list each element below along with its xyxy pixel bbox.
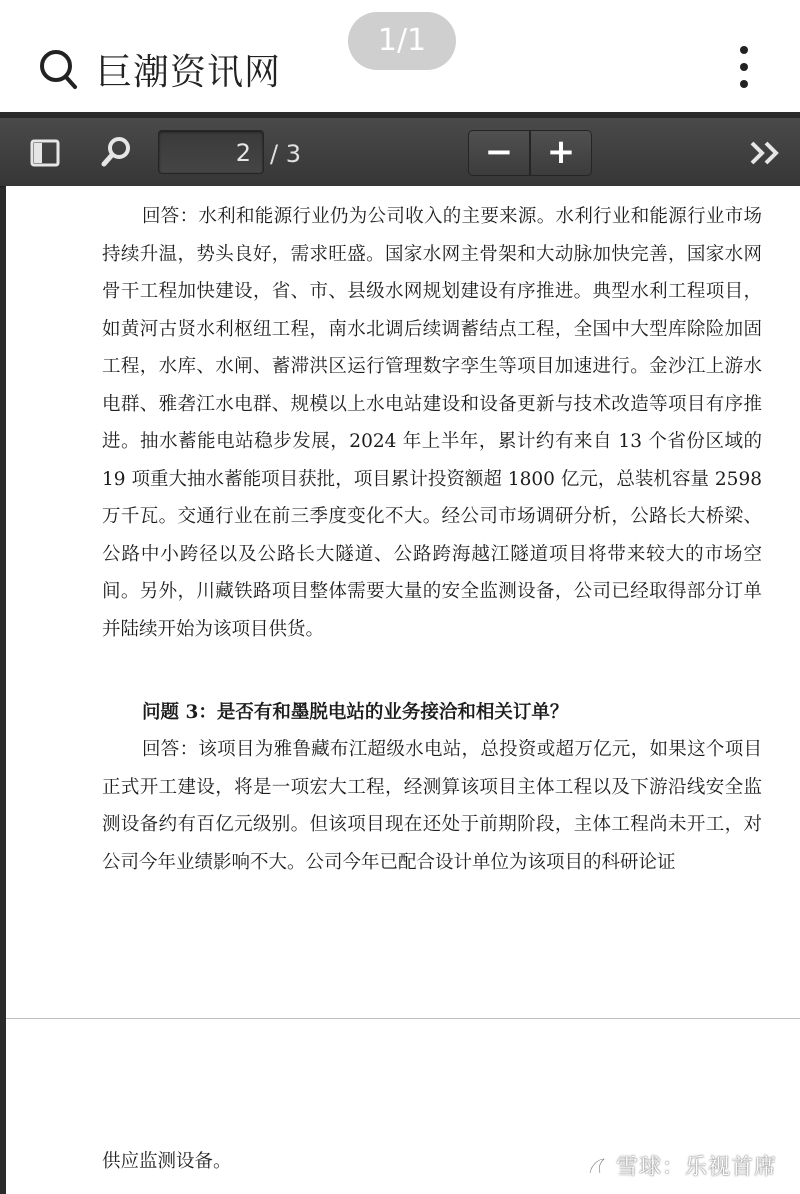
next-page-text: 供应监测设备。 xyxy=(102,1151,232,1172)
more-vertical-icon[interactable] xyxy=(734,46,754,96)
question-3-heading: 问题 3：是否有和墨脱电站的业务接洽和相关订单？ xyxy=(142,702,569,723)
page-number-input[interactable]: 2 xyxy=(158,130,264,174)
page-total: / 3 xyxy=(270,140,301,168)
zoom-in-button[interactable]: + xyxy=(530,130,592,176)
xueqiu-watermark xyxy=(586,1150,777,1181)
find-icon[interactable] xyxy=(100,136,132,168)
zoom-out-button[interactable]: − xyxy=(468,130,530,176)
document-page xyxy=(6,186,800,1194)
pdf-viewer xyxy=(0,112,800,1194)
page-divider xyxy=(6,1018,800,1019)
search-icon[interactable] xyxy=(38,48,78,90)
site-title[interactable]: 巨潮资讯网 xyxy=(96,52,282,93)
xueqiu-logo-icon xyxy=(586,1155,608,1177)
more-tools-icon[interactable] xyxy=(748,138,784,168)
sidebar-toggle-icon[interactable] xyxy=(30,138,60,168)
browser-header xyxy=(0,0,800,112)
page-indicator: 1/1 xyxy=(348,12,456,70)
answer-paragraph-1: 回答：水利和能源行业仍为公司收入的主要来源。水利行业和能源行业市场持续升温，势头良好，需求旺盛。国家水网主骨架和大动脉加快完善，国家水网骨干工程加快建设，省、市、县级水网规划建设有序推进。典型水利工程项目，如黄河古贤水利枢纽工程，南水北调后续调蓄结点工程，全国中大型库除险加固工程，水库、水闸、蓄滞洪区运行管理数字孪生等项目加速进行。金沙江上游水电群、雅砻江水电群、规模以上水电站建设和设备更新与技术改造等项目有序推进。抽水蓄能电站稳步发展，2024 年上半年，累计约有来自 13 个省份区域的 19 项重大抽水蓄能项目获批，项目累计投资额超 1800 亿元，总装机容量 2598 万千瓦。交通行业在前三季度变化不大。经公司市场调研分析，公路长大桥梁、公路中小跨径以及公路长大隧道、公路跨海越江隧道项目将带来较大的市场空间。另外，川藏铁路项目整体需要大量的安全监测设备，公司已经取得部分订单并陆续开始为该项目供货。 xyxy=(102,206,762,640)
answer-paragraph-2: 回答：该项目为雅鲁藏布江超级水电站，总投资或超万亿元，如果这个项目正式开工建设，将是一项宏大工程，经测算该项目主体工程以及下游沿线安全监测设备约有百亿元级别。但该项目现在还处于前期阶段，主体工程尚未开工，对公司今年业绩影响不大。公司今年已配合设计单位为该项目的科研论证 xyxy=(102,739,762,873)
pdf-toolbar xyxy=(0,118,800,187)
watermark-text: 雪球：乐视首席 xyxy=(616,1155,778,1180)
